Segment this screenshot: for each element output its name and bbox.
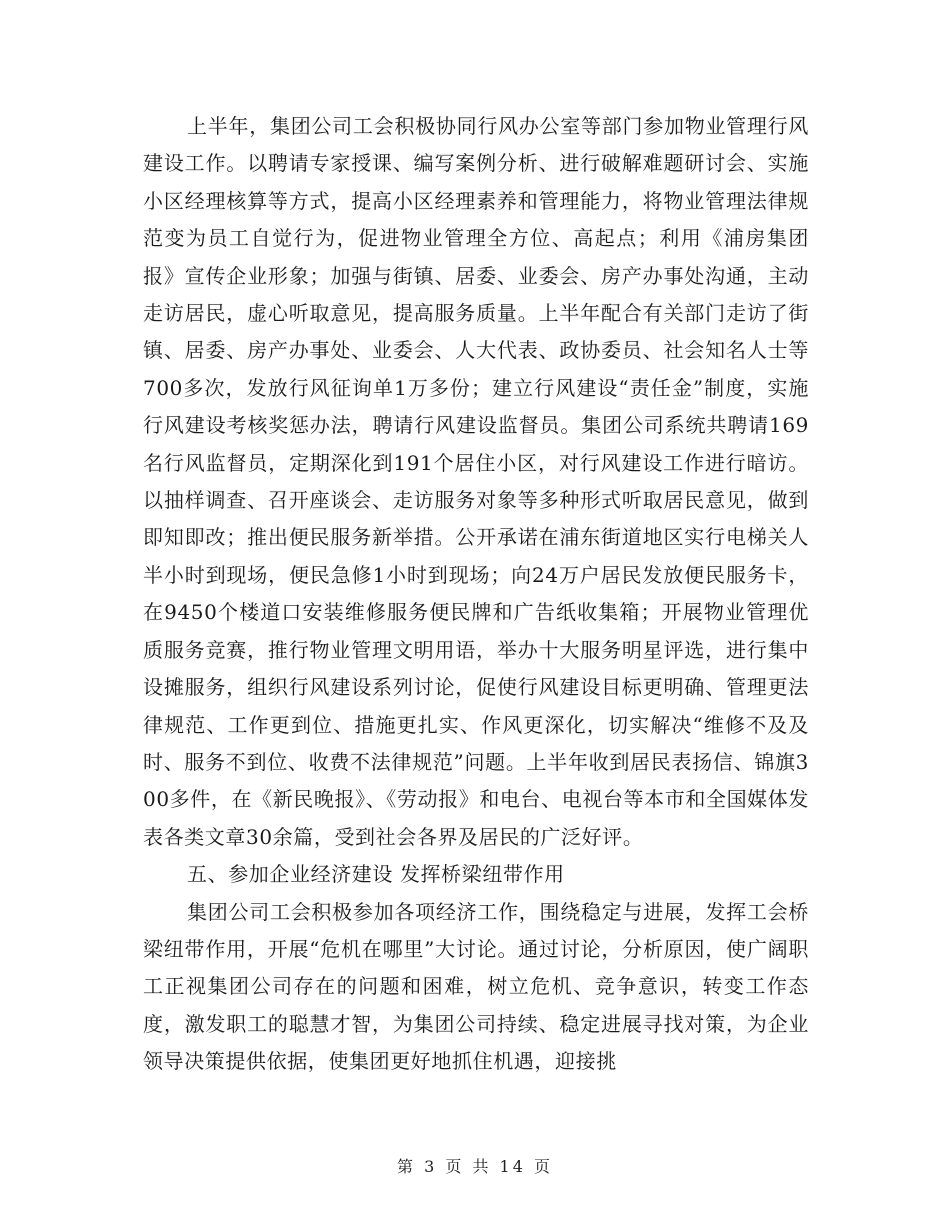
page-number-footer: 第 3 页 共 14 页 bbox=[397, 1157, 553, 1176]
document-body bbox=[143, 108, 809, 1081]
section-heading-economic-construction: 五、参加企业经济建设 发挥桥梁纽带作用 bbox=[187, 862, 565, 887]
paragraph-union-work-summary: 上半年，集团公司工会积极协同行风办公室等部门参加物业管理行风建设工作。以聘请专家授课、编写案例分析、进行破解难题研讨会、实施小区经理核算等方式，提高小区经理素养和管理能力，将物业管理法律规范变为员工自觉行为，促进物业管理全方位、高起点；利用《浦房集团报》宣传企业形象；加强与街镇、居委、业委会、房产办事处沟通，主动走访居民，虚心听取意见，提高服务质量。上半年配合有关部门走访了街镇、居委、房产办事处、业委会、人大代表、政协委员、社会知名人士等700多次，发放行风征询单1万多份；建立行风建设“责任金”制度，实施行风建设考核奖惩办法，聘请行风建设监督员。集团公司系统共聘请169名行风监督员，定期深化到191个居住小区，对行风建设工作进行暗访。以抽样调查、召开座谈会、走访服务对象等多种形式听取居民意见，做到即知即改；推出便民服务新举措。公开承诺在浦东街道地区实行电梯关人半小时到现场，便民急修1小时到现场；向24万户居民发放便民服务卡，在9450个楼道口安装维修服务便民牌和广告纸收集箱；开展物业管理优质服务竞赛，推行物业管理文明用语，举办十大服务明星评选，进行集中设摊服务，组织行风建设系列讨论，促使行风建设目标更明确、管理更法律规范、工作更到位、措施更扎实、作风更深化，切实解决“维修不及及时、服务不到位、收费不法律规范”问题。上半年收到居民表扬信、锦旗300多件，在《新民晚报》、《劳动报》和电台、电视台等本市和全国媒体发表各类文章30余篇，受到社会各界及居民的广泛好评。 bbox=[143, 114, 809, 849]
paragraph-economic-work: 集团公司工会积极参加各项经济工作，围绕稳定与进展，发挥工会桥梁纽带作用，开展“危机在哪里”大讨论。通过讨论，分析原因，使广阔职工正视集团公司存在的问题和困难，树立危机、竞争意识，转变工作态度，激发职工的聪慧才智，为集团公司持续、稳定进展寻找对策，为企业领导决策提供依据，使集团更好地抓住机遇，迎接挑 bbox=[143, 899, 809, 1074]
